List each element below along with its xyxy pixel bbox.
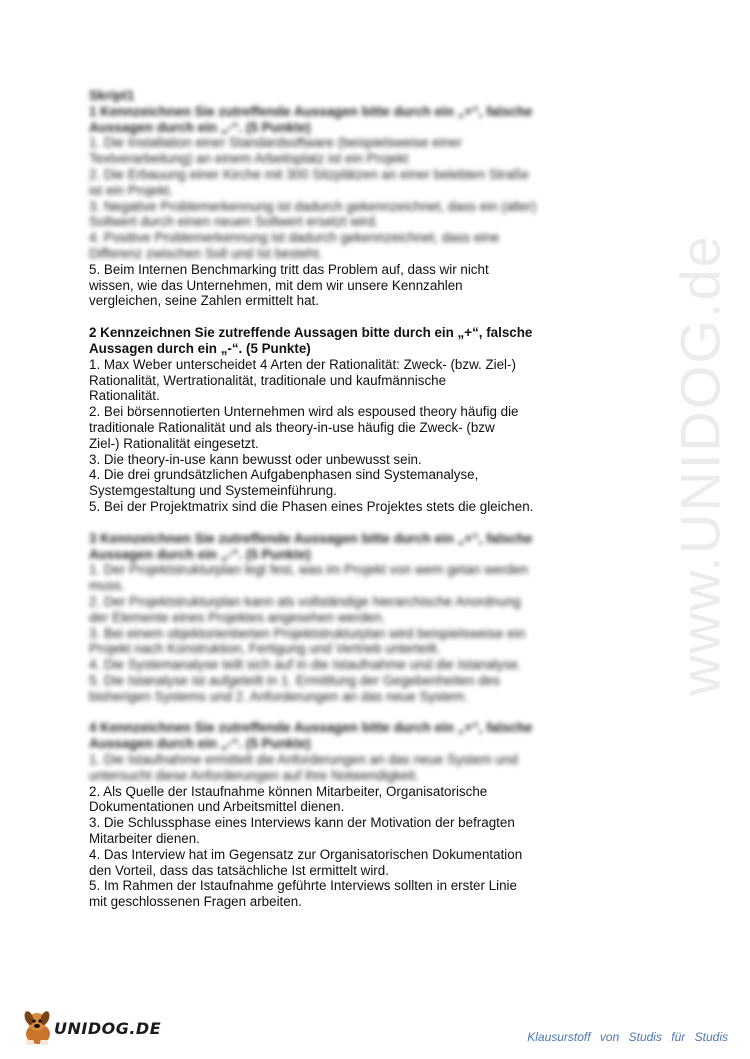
section-2-line: Rationalität, Wertrationalität, traditionale und kaufmännische: [89, 372, 447, 388]
section-2-line: 4. Die drei grundsätzlichen Aufgabenphasen sind Systemanalyse,: [89, 467, 479, 483]
section-2-line: Systemgestaltung und Systemeinführung.: [89, 483, 337, 499]
section-4-line: 5. Im Rahmen der Istaufnahme geführte Interviews sollten in erster Linie: [89, 878, 517, 894]
text-line: 2. Die Erbauung einer Kirche mit 300 Sitzplätzen an einer belebten Straße: [89, 166, 529, 182]
section-4-line: Dokumentationen und Arbeitsmittel dienen.: [89, 799, 345, 815]
text-line: 3. Negative Problemerkennung ist dadurch gekennzeichnet, dass ein (alter): [89, 198, 537, 214]
section-4-heading: Aussagen durch ein „-“. (5 Punkte): [89, 736, 311, 752]
text-line: ist ein Projekt.: [89, 182, 174, 198]
section-1-heading: 1 Kennzeichnen Sie zutreffende Aussagen bitte durch ein „+“, falsche Aussagen durch ein „-“. (5 Punkte): [89, 103, 533, 135]
section-2-heading: Aussagen durch ein „-“. (5 Punkte): [89, 340, 311, 356]
text-line: muss.: [89, 578, 125, 594]
section-2-heading: 2 Kennzeichnen Sie zutreffende Aussagen bitte durch ein „+“, falsche: [89, 325, 533, 341]
text-line: 4. Positive Problemerkennung ist dadurch gekennzeichnet, dass eine: [89, 230, 500, 246]
section-4-line: 2. Als Quelle der Istaufnahme können Mitarbeiter, Organisatorische: [89, 783, 488, 799]
section-4-heading: 4 Kennzeichnen Sie zutreffende Aussagen bitte durch ein „+“, falsche: [89, 720, 533, 736]
section-1-item-5: vergleichen, seine Zahlen ermittelt hat.: [89, 293, 319, 309]
text-line: 2. Der Projektstrukturplan kann als vollständige hierarchische Anordnung: [89, 593, 521, 609]
section-2-line: 3. Die theory-in-use kann bewusst oder unbewusst sein.: [89, 451, 422, 467]
text-line: 1. Die Istaufnahme ermittelt die Anforderungen an das neue System und: [89, 752, 518, 768]
footer-tagline: Klausurstoff von Studis für Studis: [527, 1030, 728, 1044]
section-4-line: Mitarbeiter dienen.: [89, 831, 200, 847]
text-line: Sollwert durch einen neuen Sollwert ersetzt wird.: [89, 214, 379, 230]
document-body: [89, 88, 559, 910]
section-4-line: den Vorteil, dass das tatsächliche Ist ermittelt wird.: [89, 862, 389, 878]
text-line: Textverarbeitung) an einem Arbeitsplatz ist ein Projekt: [89, 151, 409, 167]
text-line: 1. Der Projektstrukturplan legt fest, was im Projekt von wem getan werden: [89, 562, 529, 578]
section-4-line: 3. Die Schlussphase eines Interviews kann der Motivation der befragten: [89, 815, 515, 831]
text-line: Projekt nach Konstruktion, Fertigung und Vertrieb unterteilt.: [89, 641, 441, 657]
text-line: 4. Die Systemanalyse teilt sich auf in die Istaufnahme und die Istanalyse.: [89, 657, 522, 673]
watermark: www.UNIDOG.de: [668, 234, 732, 696]
section-2-line: traditionale Rationalität und als theory-in-use häufig die Zweck- (bzw: [89, 419, 495, 435]
section-2-line: Ziel-) Rationalität eingesetzt.: [89, 435, 259, 451]
text-line: Differenz zwischen Soll und Ist besteht.: [89, 245, 323, 261]
dog-mascot-icon: [22, 1010, 56, 1046]
section-4-blurred: [89, 720, 559, 783]
section-1-blurred: [89, 88, 559, 262]
section-2-line: 2. Bei börsennotierten Unternehmen wird als espoused theory häufig die: [89, 404, 519, 420]
section-3-heading: Aussagen durch ein „-“. (5 Punkte): [89, 546, 311, 562]
section-1-item-5: wissen, wie das Unternehmen, mit dem wir unsere Kennzahlen: [89, 277, 463, 293]
section-3-heading: 3 Kennzeichnen Sie zutreffende Aussagen bitte durch ein „+“, falsche: [89, 530, 533, 546]
text-line: untersucht diese Anforderungen auf ihre Notwendigkeit.: [89, 767, 419, 783]
text-line: bisherigen Systems und 2. Anforderungen an das neue System.: [89, 688, 468, 704]
script-title: Skript1: [89, 88, 135, 103]
section-2-line: 5. Bei der Projektmatrix sind die Phasen eines Projektes stets die gleichen.: [89, 498, 534, 514]
unidog-logo[interactable]: [22, 1010, 162, 1050]
section-4-line: mit geschlossenen Fragen arbeiten.: [89, 894, 302, 910]
logo-text: UNIDOG.DE: [54, 1019, 162, 1038]
section-2-line: Rationalität.: [89, 388, 160, 404]
section-4-line: 4. Das Interview hat im Gegensatz zur Organisatorischen Dokumentation: [89, 846, 523, 862]
text-line: 5. Die Istanalyse ist aufgeteilt in 1. Ermittlung der Gegebenheiten des: [89, 672, 500, 688]
text-line: 3. Bei einem objektorientierten Projektstrukturplan wird beispielsweise ein: [89, 625, 526, 641]
text-line: 1. Die Installation einer Standardsoftware (beispielsweise einer: [89, 135, 462, 151]
section-1-item-5: 5. Beim Internen Benchmarking tritt das Problem auf, dass wir nicht: [89, 261, 489, 277]
text-line: der Elemente eines Projektes angesehen werden.: [89, 609, 386, 625]
section-2-line: 1. Max Weber unterscheidet 4 Arten der Rationalität: Zweck- (bzw. Ziel-): [89, 356, 516, 372]
section-3-blurred: [89, 531, 559, 705]
